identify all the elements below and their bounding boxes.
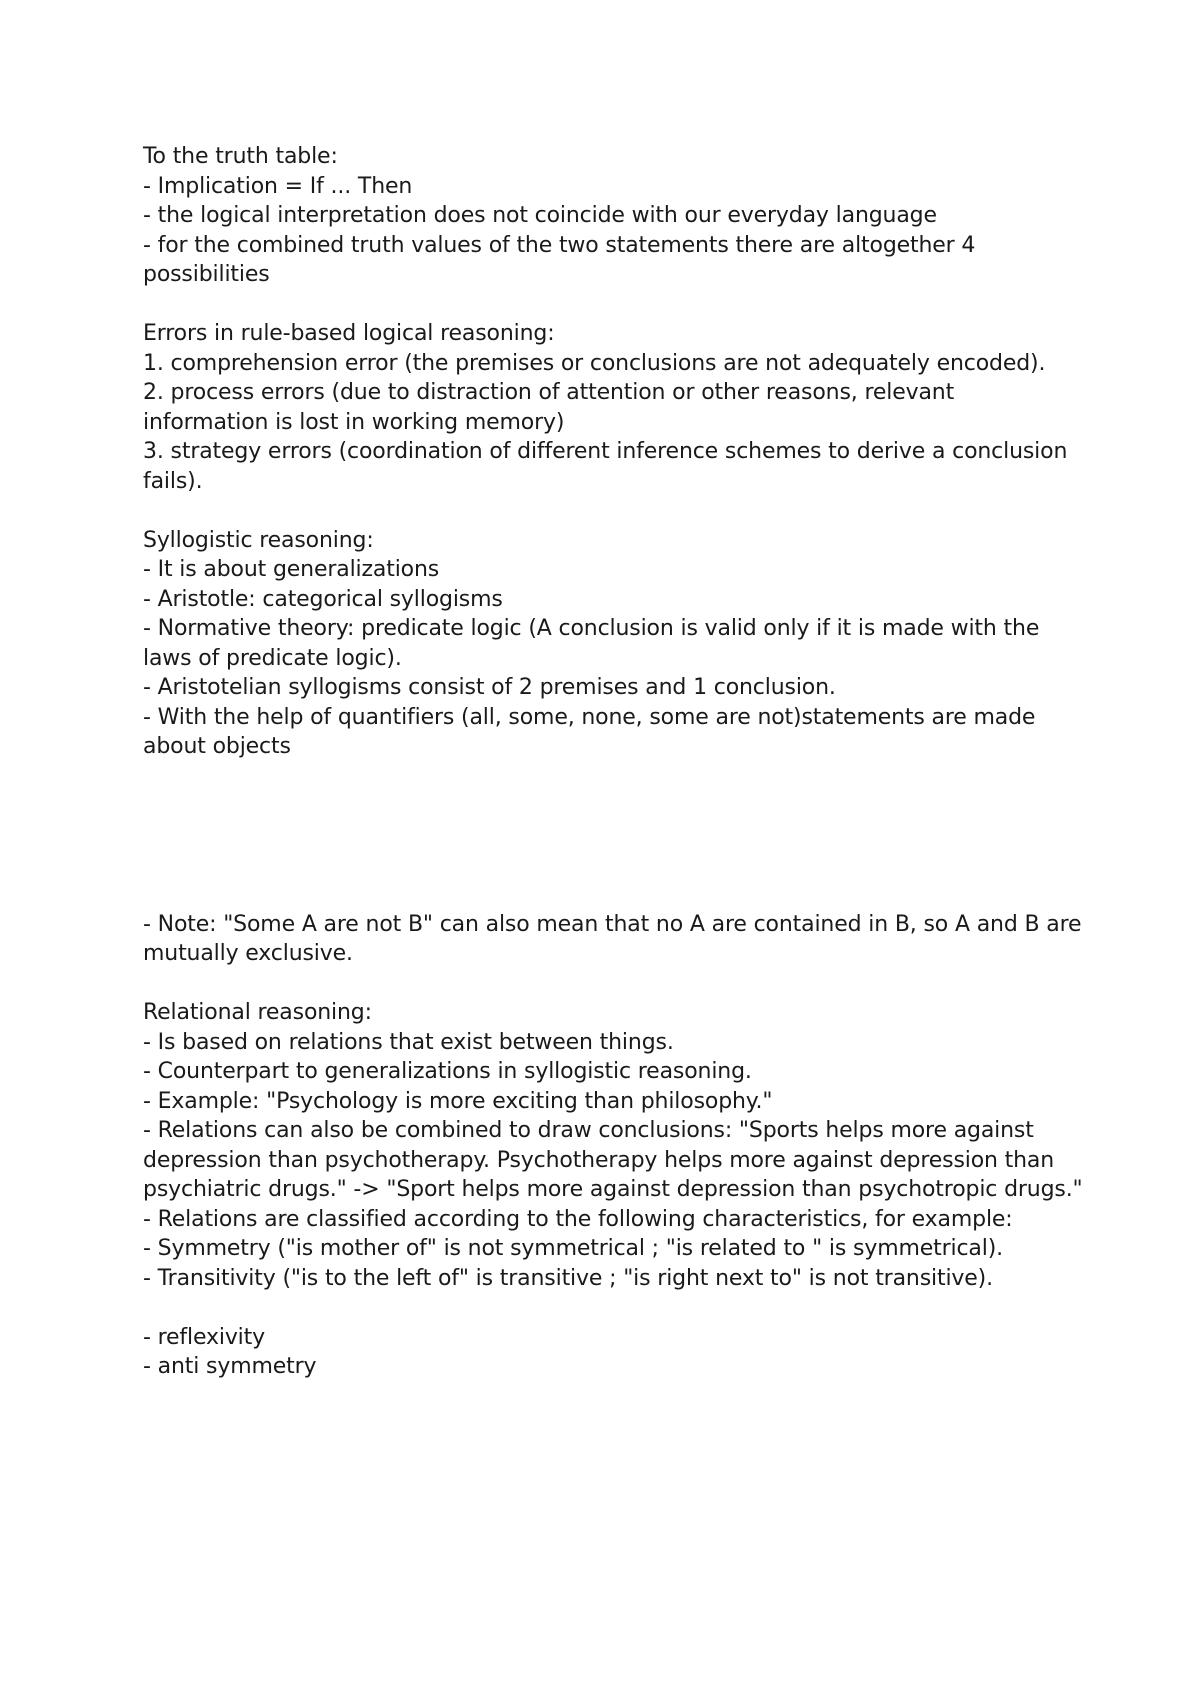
relational-line: - Symmetry ("is mother of" is not symmetrical ; "is related to " is symmetrical).	[143, 1236, 1003, 1261]
truth-table-section	[143, 142, 1083, 290]
errors-section	[143, 319, 1083, 496]
relational-line: - Transitivity ("is to the left of" is transitive ; "is right next to" is not transitive).	[143, 1265, 993, 1291]
note-text: - Note: "Some A are not B" can also mean that no A are contained in B, so A and B are mutually exclusive.	[143, 911, 1089, 966]
document-body	[143, 142, 1089, 1382]
truth-table-heading: To the truth table:	[143, 144, 338, 169]
syllogistic-line: - Aristotle: categorical syllogisms	[143, 586, 503, 612]
relational-line: - Relations are classified according to the following characteristics, for example:	[143, 1206, 1013, 1232]
extra-section	[143, 1323, 1083, 1382]
syllogistic-line: - With the help of quantifiers (all, some, none, some are not)statements are made about objects	[143, 704, 1043, 759]
syllogistic-heading: Syllogistic reasoning:	[143, 527, 374, 553]
extra-line: - reflexivity	[143, 1324, 265, 1350]
errors-heading: Errors in rule-based logical reasoning:	[143, 321, 555, 346]
relational-line: - Relations can also be combined to draw conclusions: "Sports helps more against depression than psychotherapy. Psychotherapy helps more against depression than psychiatric drugs." -> "Sport helps more against depression than psychotropic drugs."	[143, 1118, 1083, 1202]
relational-line: - Counterpart to generalizations in syllogistic reasoning.	[143, 1059, 752, 1084]
errors-item: 1. comprehension error (the premises or conclusions are not adequately encoded).	[143, 350, 1046, 376]
relational-section	[143, 998, 1083, 1293]
truth-table-line: - Implication = If ... Then	[143, 173, 413, 199]
syllogistic-section	[143, 526, 1083, 762]
truth-table-line: - the logical interpretation does not coincide with our everyday language	[143, 203, 937, 228]
syllogistic-line: - Normative theory: predicate logic (A conclusion is valid only if it is made with the laws of predicate logic).	[143, 616, 1047, 671]
errors-item: 2. process errors (due to distraction of attention or other reasons, relevant information is lost in working memory)	[143, 380, 961, 435]
extra-line: - anti symmetry	[143, 1354, 317, 1379]
relational-heading: Relational reasoning:	[143, 1000, 372, 1025]
truth-table-line: - for the combined truth values of the two statements there are altogether 4 possibilities	[143, 232, 983, 287]
note-section	[143, 910, 1089, 969]
syllogistic-line: - It is about generalizations	[143, 557, 440, 582]
relational-line: - Is based on relations that exist between things.	[143, 1029, 674, 1055]
relational-line: - Example: "Psychology is more exciting than philosophy."	[143, 1088, 773, 1114]
errors-item: 3. strategy errors (coordination of different inference schemes to derive a conclusion fails).	[143, 439, 1075, 494]
syllogistic-line: - Aristotelian syllogisms consist of 2 premises and 1 conclusion.	[143, 675, 836, 700]
